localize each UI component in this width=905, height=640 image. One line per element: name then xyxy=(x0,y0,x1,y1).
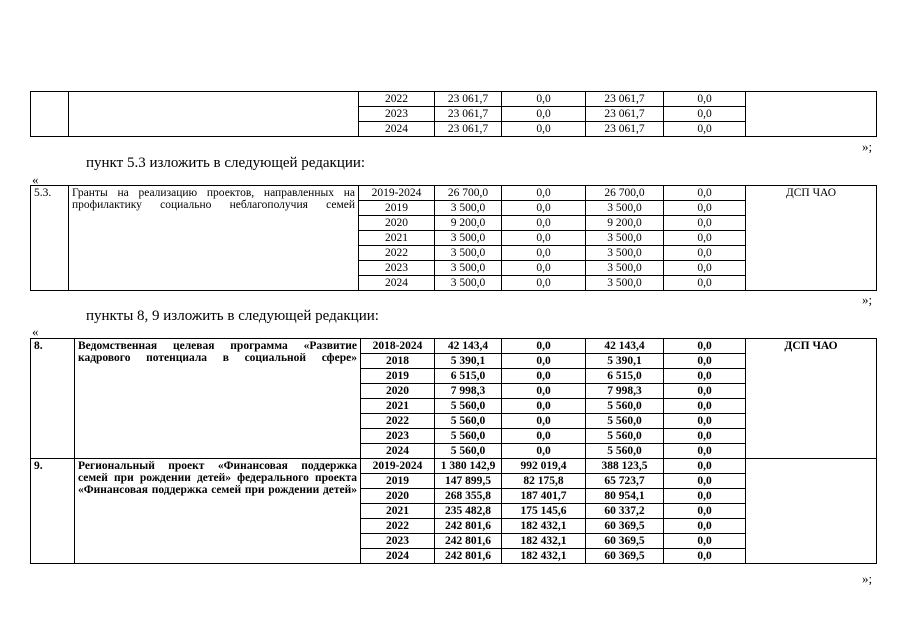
other-sources-cell: 0,0 xyxy=(664,276,746,291)
closing-quote-2: »; xyxy=(862,292,873,307)
item-number: 8. xyxy=(31,339,75,459)
total-cell: 147 899,5 xyxy=(435,474,502,489)
federal-budget-cell: 182 432,1 xyxy=(502,549,586,564)
year-cell: 2020 xyxy=(359,216,435,231)
item-number xyxy=(31,92,69,137)
year-cell: 2020 xyxy=(361,384,435,399)
total-cell: 268 355,8 xyxy=(435,489,502,504)
other-sources-cell: 0,0 xyxy=(664,354,746,369)
federal-budget-cell: 0,0 xyxy=(502,429,586,444)
federal-budget-cell: 0,0 xyxy=(502,246,586,261)
year-cell: 2022 xyxy=(359,246,435,261)
year-cell: 2019 xyxy=(361,369,435,384)
federal-budget-cell: 0,0 xyxy=(502,276,586,291)
total-cell: 23 061,7 xyxy=(435,122,502,137)
other-sources-cell: 0,0 xyxy=(664,414,746,429)
other-sources-cell: 0,0 xyxy=(664,384,746,399)
district-budget-cell: 23 061,7 xyxy=(586,92,664,107)
federal-budget-cell: 182 432,1 xyxy=(502,519,586,534)
year-cell: 2023 xyxy=(361,534,435,549)
executor-cell xyxy=(746,459,877,564)
federal-budget-cell: 0,0 xyxy=(502,444,586,459)
year-cell: 2019 xyxy=(359,201,435,216)
year-cell: 2022 xyxy=(361,414,435,429)
year-cell: 2023 xyxy=(359,107,435,122)
federal-budget-cell: 182 432,1 xyxy=(502,534,586,549)
district-budget-cell: 60 369,5 xyxy=(586,519,664,534)
total-cell: 1 380 142,9 xyxy=(435,459,502,474)
district-budget-cell: 26 700,0 xyxy=(586,186,664,201)
other-sources-cell: 0,0 xyxy=(664,504,746,519)
total-cell: 5 390,1 xyxy=(435,354,502,369)
federal-budget-cell: 0,0 xyxy=(502,261,586,276)
total-cell: 3 500,0 xyxy=(435,231,502,246)
federal-budget-cell: 82 175,8 xyxy=(502,474,586,489)
item-name: Ведомственная целевая программа «Развитие кадрового потенциала в социальной сфере» xyxy=(75,339,361,459)
year-cell: 2024 xyxy=(359,122,435,137)
year-cell: 2022 xyxy=(359,92,435,107)
other-sources-cell: 0,0 xyxy=(664,107,746,122)
district-budget-cell: 60 369,5 xyxy=(586,534,664,549)
total-cell: 3 500,0 xyxy=(435,201,502,216)
federal-budget-cell: 0,0 xyxy=(502,369,586,384)
other-sources-cell: 0,0 xyxy=(664,474,746,489)
opening-quote-1: « xyxy=(32,172,39,187)
year-cell: 2019 xyxy=(361,474,435,489)
other-sources-cell: 0,0 xyxy=(664,399,746,414)
other-sources-cell: 0,0 xyxy=(664,261,746,276)
item-number: 5.3. xyxy=(31,186,69,291)
other-sources-cell: 0,0 xyxy=(664,201,746,216)
district-budget-cell: 3 500,0 xyxy=(586,201,664,216)
federal-budget-cell: 0,0 xyxy=(502,231,586,246)
other-sources-cell: 0,0 xyxy=(664,231,746,246)
table-row xyxy=(31,459,877,474)
executor-cell xyxy=(746,92,877,137)
item-name: Региональный проект «Финансовая поддержка семей при рождении детей» федерального проекта «Финансовая поддержка семей при рождении детей» xyxy=(75,459,361,564)
executor-cell: ДСП ЧАО xyxy=(746,186,877,291)
federal-budget-cell: 0,0 xyxy=(502,399,586,414)
year-cell: 2019-2024 xyxy=(359,186,435,201)
total-cell: 23 061,7 xyxy=(435,92,502,107)
year-cell: 2020 xyxy=(361,489,435,504)
federal-budget-cell: 992 019,4 xyxy=(502,459,586,474)
district-budget-cell: 42 143,4 xyxy=(586,339,664,354)
district-budget-cell: 5 560,0 xyxy=(586,414,664,429)
table-row xyxy=(31,186,877,201)
total-cell: 3 500,0 xyxy=(435,246,502,261)
federal-budget-cell: 0,0 xyxy=(502,354,586,369)
other-sources-cell: 0,0 xyxy=(664,549,746,564)
closing-quote-1: »; xyxy=(862,139,873,154)
district-budget-cell: 80 954,1 xyxy=(586,489,664,504)
total-cell: 7 998,3 xyxy=(435,384,502,399)
item-name xyxy=(69,92,359,137)
instruction-paragraph-2: пункты 8, 9 изложить в следующей редакции: xyxy=(86,308,379,324)
district-budget-cell: 3 500,0 xyxy=(586,261,664,276)
year-cell: 2021 xyxy=(361,399,435,414)
federal-budget-cell: 187 401,7 xyxy=(502,489,586,504)
other-sources-cell: 0,0 xyxy=(664,216,746,231)
district-budget-cell: 5 390,1 xyxy=(586,354,664,369)
other-sources-cell: 0,0 xyxy=(664,246,746,261)
district-budget-cell: 9 200,0 xyxy=(586,216,664,231)
total-cell: 6 515,0 xyxy=(435,369,502,384)
district-budget-cell: 5 560,0 xyxy=(586,399,664,414)
total-cell: 242 801,6 xyxy=(435,534,502,549)
total-cell: 9 200,0 xyxy=(435,216,502,231)
total-cell: 3 500,0 xyxy=(435,276,502,291)
district-budget-cell: 65 723,7 xyxy=(586,474,664,489)
total-cell: 5 560,0 xyxy=(435,414,502,429)
district-budget-cell: 23 061,7 xyxy=(586,107,664,122)
total-cell: 23 061,7 xyxy=(435,107,502,122)
other-sources-cell: 0,0 xyxy=(664,444,746,459)
executor-cell: ДСП ЧАО xyxy=(746,339,877,459)
other-sources-cell: 0,0 xyxy=(664,534,746,549)
other-sources-cell: 0,0 xyxy=(664,429,746,444)
district-budget-cell: 7 998,3 xyxy=(586,384,664,399)
total-cell: 242 801,6 xyxy=(435,519,502,534)
instruction-paragraph-1: пункт 5.3 изложить в следующей редакции: xyxy=(86,155,366,171)
table-items-8-9 xyxy=(30,338,877,564)
district-budget-cell: 388 123,5 xyxy=(586,459,664,474)
other-sources-cell: 0,0 xyxy=(664,369,746,384)
district-budget-cell: 3 500,0 xyxy=(586,276,664,291)
item-name: Гранты на реализацию проектов, направленных на профилактику социально неблагополучия семей xyxy=(69,186,359,291)
other-sources-cell: 0,0 xyxy=(664,459,746,474)
other-sources-cell: 0,0 xyxy=(664,122,746,137)
total-cell: 26 700,0 xyxy=(435,186,502,201)
district-budget-cell: 6 515,0 xyxy=(586,369,664,384)
year-cell: 2023 xyxy=(361,429,435,444)
federal-budget-cell: 0,0 xyxy=(502,201,586,216)
federal-budget-cell: 0,0 xyxy=(502,122,586,137)
federal-budget-cell: 0,0 xyxy=(502,384,586,399)
year-cell: 2023 xyxy=(359,261,435,276)
total-cell: 242 801,6 xyxy=(435,549,502,564)
year-cell: 2022 xyxy=(361,519,435,534)
district-budget-cell: 60 369,5 xyxy=(586,549,664,564)
other-sources-cell: 0,0 xyxy=(664,186,746,201)
year-cell: 2018 xyxy=(361,354,435,369)
other-sources-cell: 0,0 xyxy=(664,519,746,534)
federal-budget-cell: 0,0 xyxy=(502,186,586,201)
other-sources-cell: 0,0 xyxy=(664,92,746,107)
table-row xyxy=(31,339,877,354)
district-budget-cell: 60 337,2 xyxy=(586,504,664,519)
other-sources-cell: 0,0 xyxy=(664,339,746,354)
federal-budget-cell: 0,0 xyxy=(502,216,586,231)
year-cell: 2021 xyxy=(359,231,435,246)
total-cell: 5 560,0 xyxy=(435,444,502,459)
year-cell: 2024 xyxy=(359,276,435,291)
district-budget-cell: 5 560,0 xyxy=(586,444,664,459)
federal-budget-cell: 0,0 xyxy=(502,339,586,354)
total-cell: 3 500,0 xyxy=(435,261,502,276)
item-number: 9. xyxy=(31,459,75,564)
table-item-5-3 xyxy=(30,185,877,291)
other-sources-cell: 0,0 xyxy=(664,489,746,504)
federal-budget-cell: 0,0 xyxy=(502,414,586,429)
closing-quote-3: »; xyxy=(862,571,873,586)
table-top-fragment xyxy=(30,91,877,137)
year-cell: 2021 xyxy=(361,504,435,519)
year-cell: 2024 xyxy=(361,444,435,459)
district-budget-cell: 23 061,7 xyxy=(586,122,664,137)
total-cell: 5 560,0 xyxy=(435,429,502,444)
federal-budget-cell: 0,0 xyxy=(502,92,586,107)
total-cell: 42 143,4 xyxy=(435,339,502,354)
district-budget-cell: 3 500,0 xyxy=(586,231,664,246)
federal-budget-cell: 175 145,6 xyxy=(502,504,586,519)
year-cell: 2019-2024 xyxy=(361,459,435,474)
federal-budget-cell: 0,0 xyxy=(502,107,586,122)
year-cell: 2018-2024 xyxy=(361,339,435,354)
district-budget-cell: 3 500,0 xyxy=(586,246,664,261)
year-cell: 2024 xyxy=(361,549,435,564)
total-cell: 5 560,0 xyxy=(435,399,502,414)
district-budget-cell: 5 560,0 xyxy=(586,429,664,444)
total-cell: 235 482,8 xyxy=(435,504,502,519)
table-row xyxy=(31,92,877,107)
opening-quote-2: « xyxy=(32,324,39,339)
